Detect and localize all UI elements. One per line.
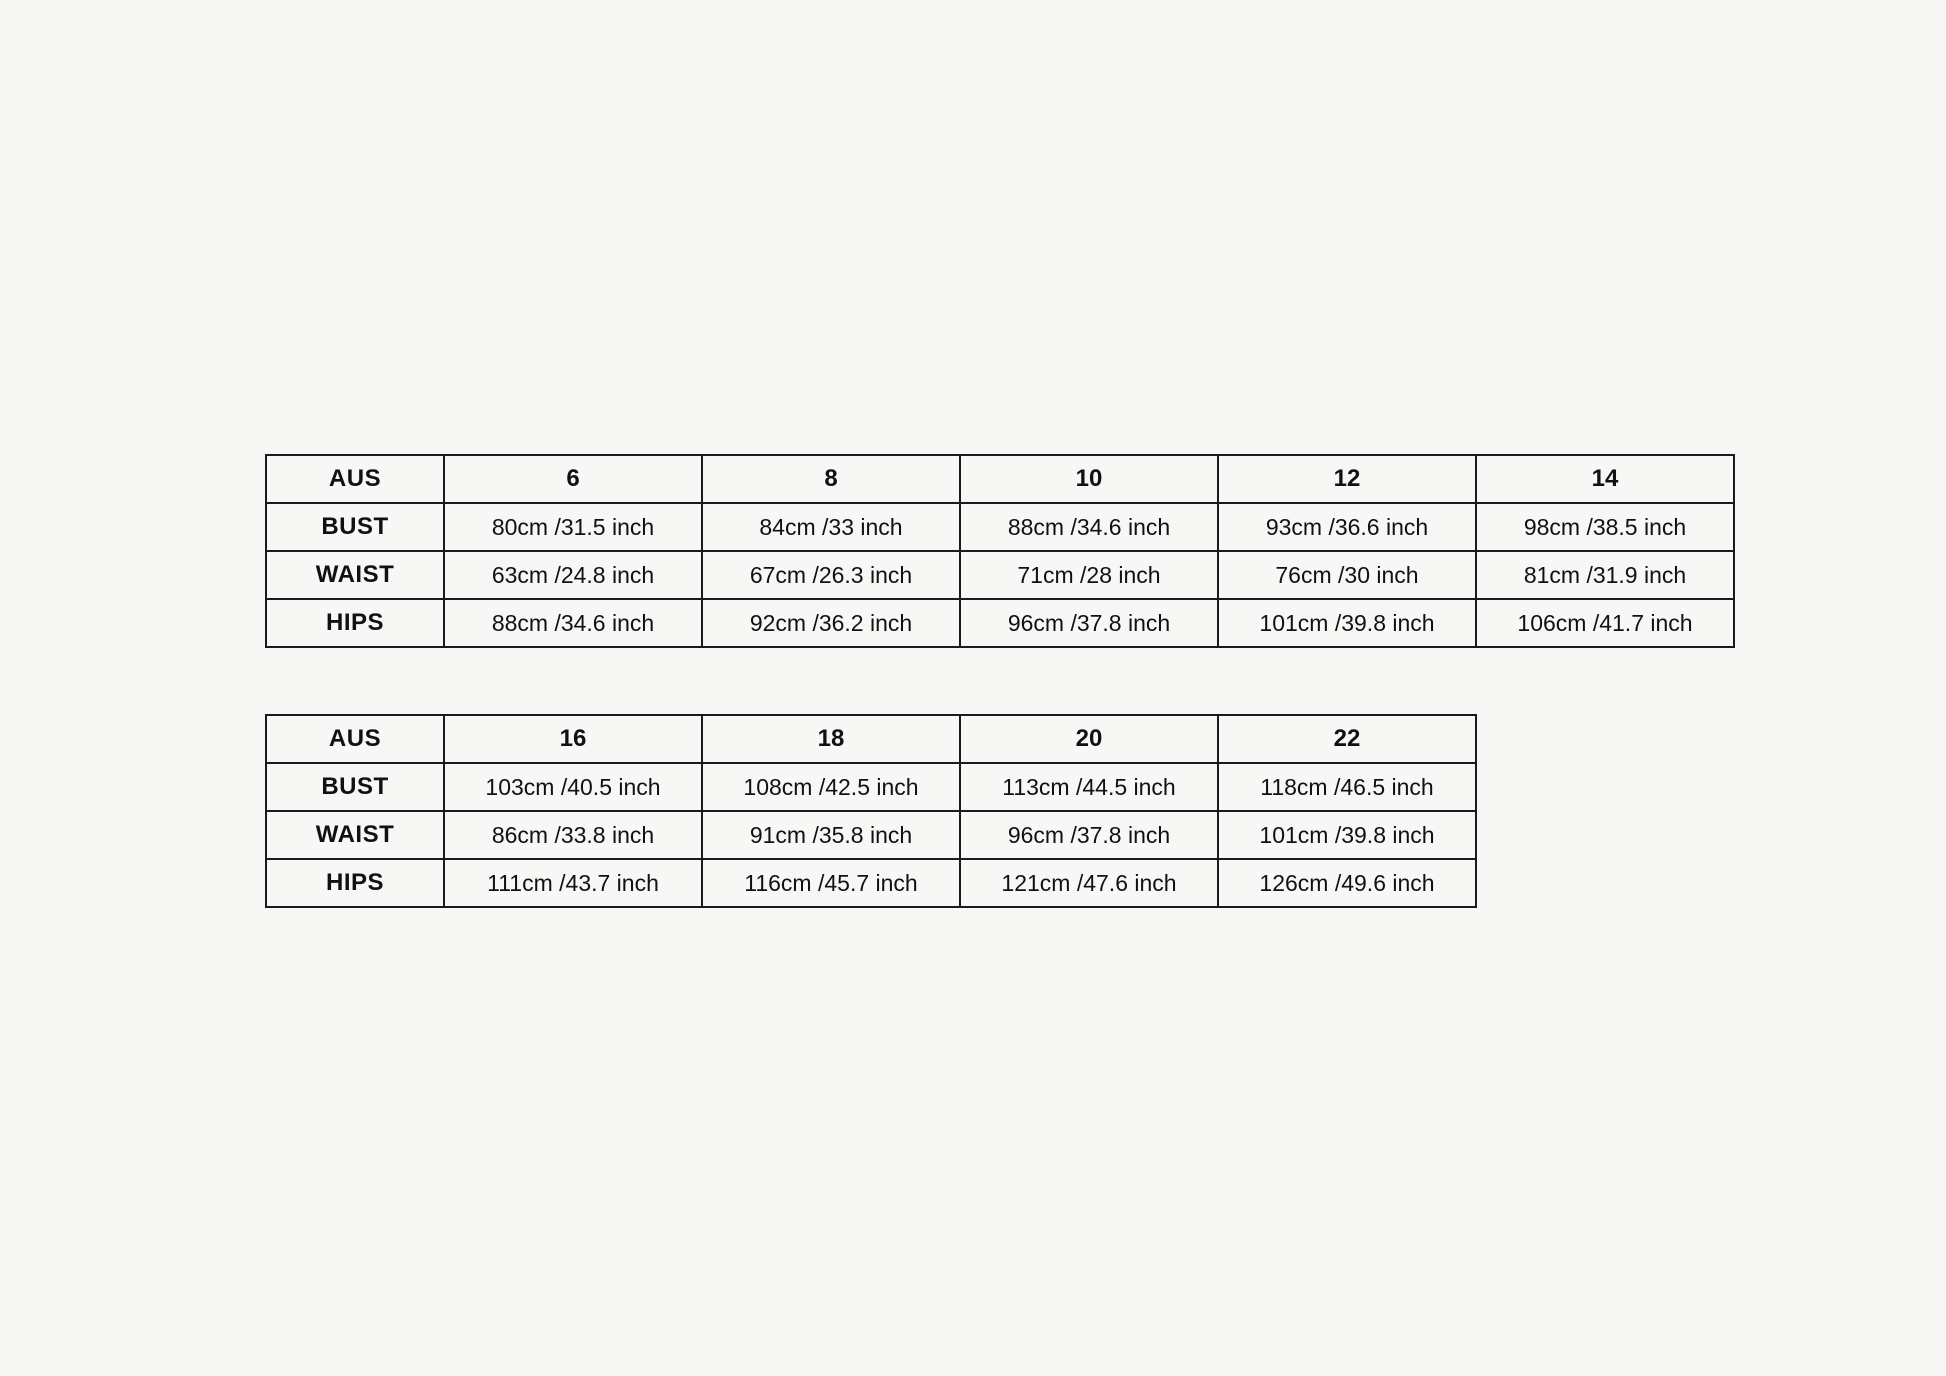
- cell-waist-2: 71cm /28 inch: [960, 551, 1218, 599]
- row-label-bust: BUST: [266, 763, 444, 811]
- size-table-large: [265, 714, 1477, 908]
- cell-waist-1: 91cm /35.8 inch: [702, 811, 960, 859]
- table-row: [266, 859, 1476, 907]
- header-size-1: 8: [702, 455, 960, 503]
- header-label-aus: AUS: [266, 715, 444, 763]
- cell-bust-1: 84cm /33 inch: [702, 503, 960, 551]
- header-size-0: 16: [444, 715, 702, 763]
- cell-bust-1: 108cm /42.5 inch: [702, 763, 960, 811]
- cell-waist-0: 63cm /24.8 inch: [444, 551, 702, 599]
- cell-waist-4: 81cm /31.9 inch: [1476, 551, 1734, 599]
- cell-bust-2: 88cm /34.6 inch: [960, 503, 1218, 551]
- cell-bust-3: 118cm /46.5 inch: [1218, 763, 1476, 811]
- table-row: [266, 811, 1476, 859]
- header-size-1: 18: [702, 715, 960, 763]
- header-size-2: 20: [960, 715, 1218, 763]
- cell-bust-0: 103cm /40.5 inch: [444, 763, 702, 811]
- table-row: [266, 551, 1734, 599]
- table-header-row: [266, 715, 1476, 763]
- cell-hips-2: 96cm /37.8 inch: [960, 599, 1218, 647]
- row-label-waist: WAIST: [266, 811, 444, 859]
- cell-waist-0: 86cm /33.8 inch: [444, 811, 702, 859]
- header-size-0: 6: [444, 455, 702, 503]
- cell-waist-3: 101cm /39.8 inch: [1218, 811, 1476, 859]
- header-size-3: 22: [1218, 715, 1476, 763]
- cell-hips-0: 88cm /34.6 inch: [444, 599, 702, 647]
- header-size-2: 10: [960, 455, 1218, 503]
- cell-hips-3: 126cm /49.6 inch: [1218, 859, 1476, 907]
- cell-bust-2: 113cm /44.5 inch: [960, 763, 1218, 811]
- row-label-bust: BUST: [266, 503, 444, 551]
- header-label-aus: AUS: [266, 455, 444, 503]
- table-row: [266, 599, 1734, 647]
- cell-bust-0: 80cm /31.5 inch: [444, 503, 702, 551]
- table-row: [266, 763, 1476, 811]
- cell-hips-1: 92cm /36.2 inch: [702, 599, 960, 647]
- table-row: [266, 503, 1734, 551]
- cell-waist-1: 67cm /26.3 inch: [702, 551, 960, 599]
- row-label-hips: HIPS: [266, 859, 444, 907]
- cell-bust-3: 93cm /36.6 inch: [1218, 503, 1476, 551]
- table-header-row: [266, 455, 1734, 503]
- cell-bust-4: 98cm /38.5 inch: [1476, 503, 1734, 551]
- cell-waist-2: 96cm /37.8 inch: [960, 811, 1218, 859]
- cell-hips-3: 101cm /39.8 inch: [1218, 599, 1476, 647]
- cell-hips-1: 116cm /45.7 inch: [702, 859, 960, 907]
- cell-waist-3: 76cm /30 inch: [1218, 551, 1476, 599]
- row-label-waist: WAIST: [266, 551, 444, 599]
- cell-hips-0: 111cm /43.7 inch: [444, 859, 702, 907]
- cell-hips-2: 121cm /47.6 inch: [960, 859, 1218, 907]
- header-size-3: 12: [1218, 455, 1476, 503]
- row-label-hips: HIPS: [266, 599, 444, 647]
- cell-hips-4: 106cm /41.7 inch: [1476, 599, 1734, 647]
- header-size-4: 14: [1476, 455, 1734, 503]
- size-table-small: [265, 454, 1735, 648]
